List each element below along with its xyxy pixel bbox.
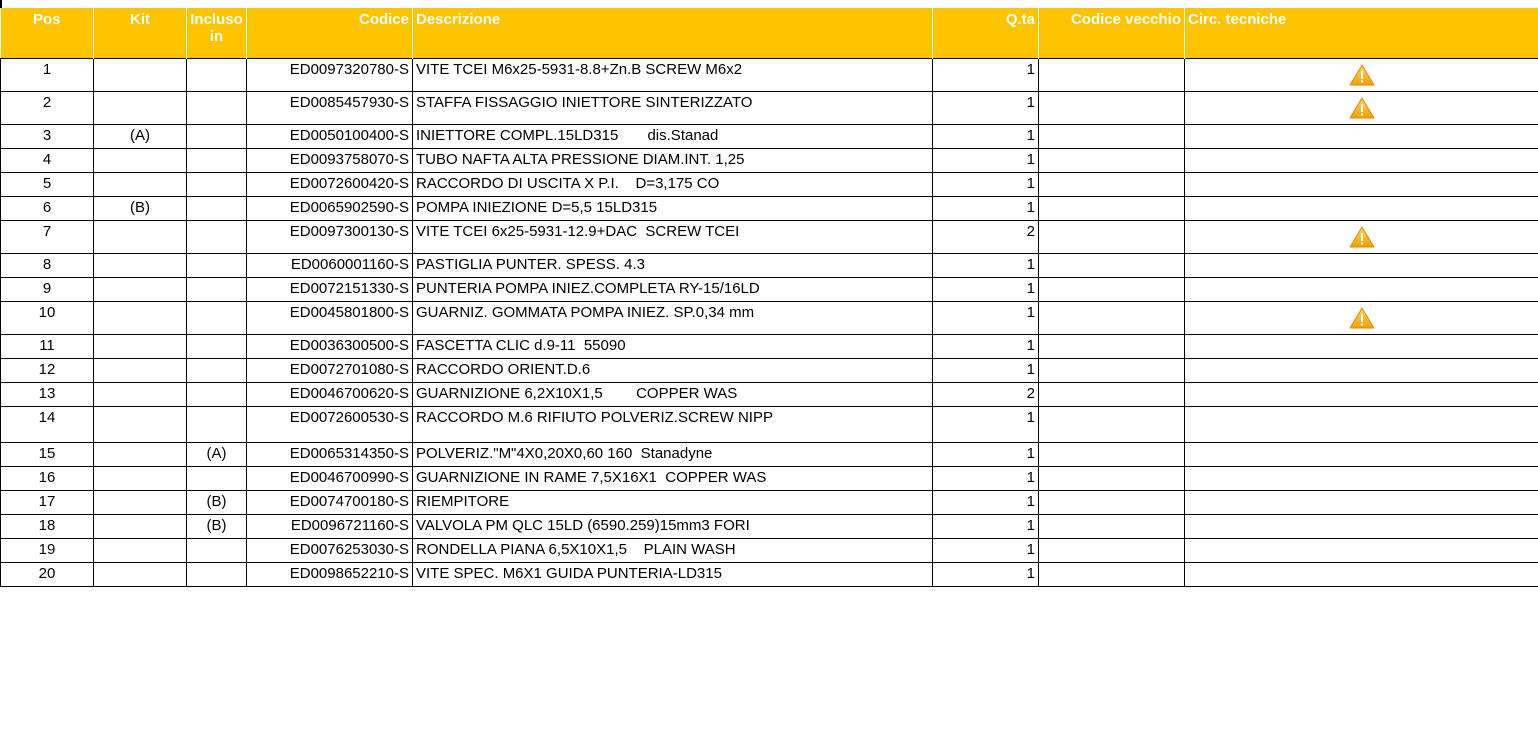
cell-incluso	[187, 277, 247, 301]
cell-descrizione: RIEMPITORE	[413, 490, 933, 514]
cell-pos: 14	[1, 406, 94, 442]
cell-descrizione: TUBO NAFTA ALTA PRESSIONE DIAM.INT. 1,25	[413, 148, 933, 172]
cell-circ-tecniche	[1185, 277, 1538, 301]
cell-qta: 1	[933, 466, 1039, 490]
cell-pos: 1	[1, 58, 94, 91]
cell-pos: 4	[1, 148, 94, 172]
cell-codice: ED0072600530-S	[247, 406, 413, 442]
cell-descrizione: VITE TCEI M6x25-5931-8.8+Zn.B SCREW M6x2	[413, 58, 933, 91]
cell-kit	[94, 148, 187, 172]
cell-qta: 1	[933, 91, 1039, 124]
cell-qta: 1	[933, 172, 1039, 196]
cell-incluso	[187, 196, 247, 220]
cell-pos: 12	[1, 358, 94, 382]
cell-descrizione: STAFFA FISSAGGIO INIETTORE SINTERIZZATO	[413, 91, 933, 124]
cell-codice: ED0036300500-S	[247, 334, 413, 358]
cell-pos: 6	[1, 196, 94, 220]
cell-kit: (A)	[94, 124, 187, 148]
cell-codice-vecchio	[1039, 382, 1185, 406]
cell-kit	[94, 253, 187, 277]
cell-pos: 16	[1, 466, 94, 490]
cell-descrizione: POLVERIZ."M"4X0,20X0,60 160 Stanadyne	[413, 442, 933, 466]
table-row[interactable]	[1, 514, 1538, 538]
header-pos[interactable]: Pos	[1, 8, 94, 58]
cell-incluso: (A)	[187, 442, 247, 466]
cell-pos: 18	[1, 514, 94, 538]
cell-descrizione: INIETTORE COMPL.15LD315 dis.Stanad	[413, 124, 933, 148]
cell-circ-tecniche	[1185, 358, 1538, 382]
cell-codice: ED0098652210-S	[247, 562, 413, 586]
cell-qta: 1	[933, 277, 1039, 301]
cell-qta: 1	[933, 148, 1039, 172]
cell-circ-tecniche	[1185, 562, 1538, 586]
table-row[interactable]	[1, 58, 1538, 91]
table-row[interactable]	[1, 466, 1538, 490]
cell-codice-vecchio	[1039, 490, 1185, 514]
cell-kit	[94, 562, 187, 586]
table-row[interactable]	[1, 358, 1538, 382]
cell-qta: 1	[933, 334, 1039, 358]
cell-qta: 2	[933, 220, 1039, 253]
cell-codice: ED0074700180-S	[247, 490, 413, 514]
table-row[interactable]	[1, 490, 1538, 514]
cell-codice: ED0050100400-S	[247, 124, 413, 148]
cell-pos: 17	[1, 490, 94, 514]
cell-circ-tecniche	[1185, 334, 1538, 358]
cell-qta: 1	[933, 490, 1039, 514]
table-row[interactable]	[1, 172, 1538, 196]
cell-incluso	[187, 253, 247, 277]
cell-codice: ED0072701080-S	[247, 358, 413, 382]
table-row[interactable]	[1, 253, 1538, 277]
warning-triangle-icon[interactable]	[1348, 225, 1376, 249]
cell-descrizione: RONDELLA PIANA 6,5X10X1,5 PLAIN WASH	[413, 538, 933, 562]
cell-codice-vecchio	[1039, 148, 1185, 172]
cell-incluso	[187, 334, 247, 358]
cell-codice-vecchio	[1039, 562, 1185, 586]
warning-triangle-icon[interactable]	[1348, 306, 1376, 330]
cell-circ-tecniche	[1185, 514, 1538, 538]
frame-edge	[0, 0, 2, 8]
table-row[interactable]	[1, 301, 1538, 334]
cell-codice-vecchio	[1039, 58, 1185, 91]
cell-codice: ED0093758070-S	[247, 148, 413, 172]
cell-kit	[94, 277, 187, 301]
cell-codice: ED0065902590-S	[247, 196, 413, 220]
cell-circ-tecniche[interactable]	[1185, 58, 1538, 91]
table-row[interactable]	[1, 124, 1538, 148]
header-descrizione[interactable]: Descrizione	[413, 8, 933, 58]
cell-incluso	[187, 358, 247, 382]
cell-kit	[94, 514, 187, 538]
cell-codice: ED0097320780-S	[247, 58, 413, 91]
cell-incluso: (B)	[187, 490, 247, 514]
table-row[interactable]	[1, 538, 1538, 562]
cell-codice: ED0085457930-S	[247, 91, 413, 124]
cell-qta: 1	[933, 253, 1039, 277]
cell-circ-tecniche	[1185, 148, 1538, 172]
cell-kit	[94, 442, 187, 466]
cell-codice: ED0065314350-S	[247, 442, 413, 466]
cell-codice: ED0072151330-S	[247, 277, 413, 301]
cell-descrizione: VITE SPEC. M6X1 GUIDA PUNTERIA-LD315	[413, 562, 933, 586]
cell-kit	[94, 220, 187, 253]
cell-pos: 10	[1, 301, 94, 334]
cell-codice-vecchio	[1039, 277, 1185, 301]
cell-codice-vecchio	[1039, 91, 1185, 124]
cell-descrizione: GUARNIZIONE 6,2X10X1,5 COPPER WAS	[413, 382, 933, 406]
cell-codice-vecchio	[1039, 220, 1185, 253]
cell-codice-vecchio	[1039, 196, 1185, 220]
cell-circ-tecniche	[1185, 172, 1538, 196]
cell-qta: 2	[933, 382, 1039, 406]
cell-descrizione: RACCORDO DI USCITA X P.I. D=3,175 CO	[413, 172, 933, 196]
table-row[interactable]	[1, 91, 1538, 124]
cell-circ-tecniche[interactable]	[1185, 301, 1538, 334]
cell-incluso	[187, 172, 247, 196]
cell-descrizione: RACCORDO ORIENT.D.6	[413, 358, 933, 382]
table-row[interactable]	[1, 442, 1538, 466]
cell-qta: 1	[933, 124, 1039, 148]
cell-codice-vecchio	[1039, 334, 1185, 358]
cell-qta: 1	[933, 58, 1039, 91]
cell-kit	[94, 406, 187, 442]
cell-incluso	[187, 58, 247, 91]
header-circ-tecniche[interactable]: Circ. tecniche	[1185, 8, 1538, 58]
cell-qta: 1	[933, 358, 1039, 382]
cell-circ-tecniche	[1185, 196, 1538, 220]
cell-pos: 11	[1, 334, 94, 358]
cell-incluso	[187, 406, 247, 442]
cell-circ-tecniche	[1185, 490, 1538, 514]
cell-incluso	[187, 124, 247, 148]
table-row[interactable]	[1, 220, 1538, 253]
cell-descrizione: GUARNIZIONE IN RAME 7,5X16X1 COPPER WAS	[413, 466, 933, 490]
cell-incluso	[187, 91, 247, 124]
cell-codice-vecchio	[1039, 406, 1185, 442]
cell-codice-vecchio	[1039, 124, 1185, 148]
cell-incluso: (B)	[187, 514, 247, 538]
header-codice[interactable]: Codice	[247, 8, 413, 58]
cell-pos: 15	[1, 442, 94, 466]
cell-circ-tecniche	[1185, 124, 1538, 148]
cell-codice: ED0072600420-S	[247, 172, 413, 196]
cell-qta: 1	[933, 196, 1039, 220]
table-row[interactable]	[1, 382, 1538, 406]
parts-table	[0, 8, 1538, 587]
table-row[interactable]	[1, 562, 1538, 586]
cell-descrizione: VITE TCEI 6x25-5931-12.9+DAC SCREW TCEI	[413, 220, 933, 253]
cell-codice: ED0076253030-S	[247, 538, 413, 562]
cell-circ-tecniche	[1185, 442, 1538, 466]
cell-incluso	[187, 220, 247, 253]
cell-kit	[94, 172, 187, 196]
cell-circ-tecniche	[1185, 382, 1538, 406]
warning-triangle-icon[interactable]	[1348, 96, 1376, 120]
table-row[interactable]	[1, 277, 1538, 301]
cell-kit	[94, 358, 187, 382]
cell-circ-tecniche[interactable]	[1185, 91, 1538, 124]
cell-circ-tecniche	[1185, 466, 1538, 490]
cell-codice: ED0045801800-S	[247, 301, 413, 334]
table-header-row	[1, 8, 1538, 58]
header-kit[interactable]: Kit	[94, 8, 187, 58]
cell-kit	[94, 466, 187, 490]
cell-descrizione: GUARNIZ. GOMMATA POMPA INIEZ. SP.0,34 mm	[413, 301, 933, 334]
cell-codice-vecchio	[1039, 466, 1185, 490]
cell-kit	[94, 382, 187, 406]
cell-kit	[94, 334, 187, 358]
cell-incluso	[187, 562, 247, 586]
cell-descrizione: PUNTERIA POMPA INIEZ.COMPLETA RY-15/16LD	[413, 277, 933, 301]
cell-pos: 7	[1, 220, 94, 253]
cell-codice: ED0096721160-S	[247, 514, 413, 538]
cell-kit	[94, 58, 187, 91]
cell-codice: ED0060001160-S	[247, 253, 413, 277]
cell-codice-vecchio	[1039, 253, 1185, 277]
cell-qta: 1	[933, 406, 1039, 442]
cell-circ-tecniche	[1185, 253, 1538, 277]
cell-codice: ED0046700990-S	[247, 466, 413, 490]
cell-incluso	[187, 382, 247, 406]
cell-pos: 9	[1, 277, 94, 301]
cell-incluso	[187, 466, 247, 490]
cell-kit	[94, 301, 187, 334]
table-row[interactable]	[1, 196, 1538, 220]
header-incluso[interactable]: Incluso in	[187, 8, 247, 58]
cell-pos: 8	[1, 253, 94, 277]
cell-circ-tecniche	[1185, 406, 1538, 442]
cell-incluso	[187, 148, 247, 172]
cell-pos: 5	[1, 172, 94, 196]
table-row[interactable]	[1, 406, 1538, 442]
cell-codice: ED0046700620-S	[247, 382, 413, 406]
cell-codice-vecchio	[1039, 538, 1185, 562]
parts-table-body	[1, 58, 1538, 586]
cell-codice-vecchio	[1039, 358, 1185, 382]
cell-kit	[94, 91, 187, 124]
table-row[interactable]	[1, 148, 1538, 172]
header-codice-vecchio[interactable]: Codice vecchio	[1039, 8, 1185, 58]
cell-pos: 2	[1, 91, 94, 124]
cell-qta: 1	[933, 514, 1039, 538]
cell-kit	[94, 490, 187, 514]
cell-descrizione: VALVOLA PM QLC 15LD (6590.259)15mm3 FORI	[413, 514, 933, 538]
cell-codice: ED0097300130-S	[247, 220, 413, 253]
cell-codice-vecchio	[1039, 301, 1185, 334]
cell-codice-vecchio	[1039, 442, 1185, 466]
table-row[interactable]	[1, 334, 1538, 358]
cell-qta: 1	[933, 442, 1039, 466]
cell-kit: (B)	[94, 196, 187, 220]
cell-codice-vecchio	[1039, 514, 1185, 538]
cell-circ-tecniche	[1185, 538, 1538, 562]
cell-descrizione: FASCETTA CLIC d.9-11 55090	[413, 334, 933, 358]
cell-circ-tecniche[interactable]	[1185, 220, 1538, 253]
cell-pos: 20	[1, 562, 94, 586]
cell-incluso	[187, 538, 247, 562]
cell-kit	[94, 538, 187, 562]
header-qta[interactable]: Q.ta	[933, 8, 1039, 58]
cell-descrizione: POMPA INIEZIONE D=5,5 15LD315	[413, 196, 933, 220]
cell-descrizione: RACCORDO M.6 RIFIUTO POLVERIZ.SCREW NIPP	[413, 406, 933, 442]
cell-pos: 3	[1, 124, 94, 148]
cell-pos: 19	[1, 538, 94, 562]
cell-pos: 13	[1, 382, 94, 406]
cell-qta: 1	[933, 538, 1039, 562]
cell-qta: 1	[933, 562, 1039, 586]
cell-qta: 1	[933, 301, 1039, 334]
warning-triangle-icon[interactable]	[1348, 63, 1376, 87]
cell-incluso	[187, 301, 247, 334]
cell-codice-vecchio	[1039, 172, 1185, 196]
cell-descrizione: PASTIGLIA PUNTER. SPESS. 4.3	[413, 253, 933, 277]
